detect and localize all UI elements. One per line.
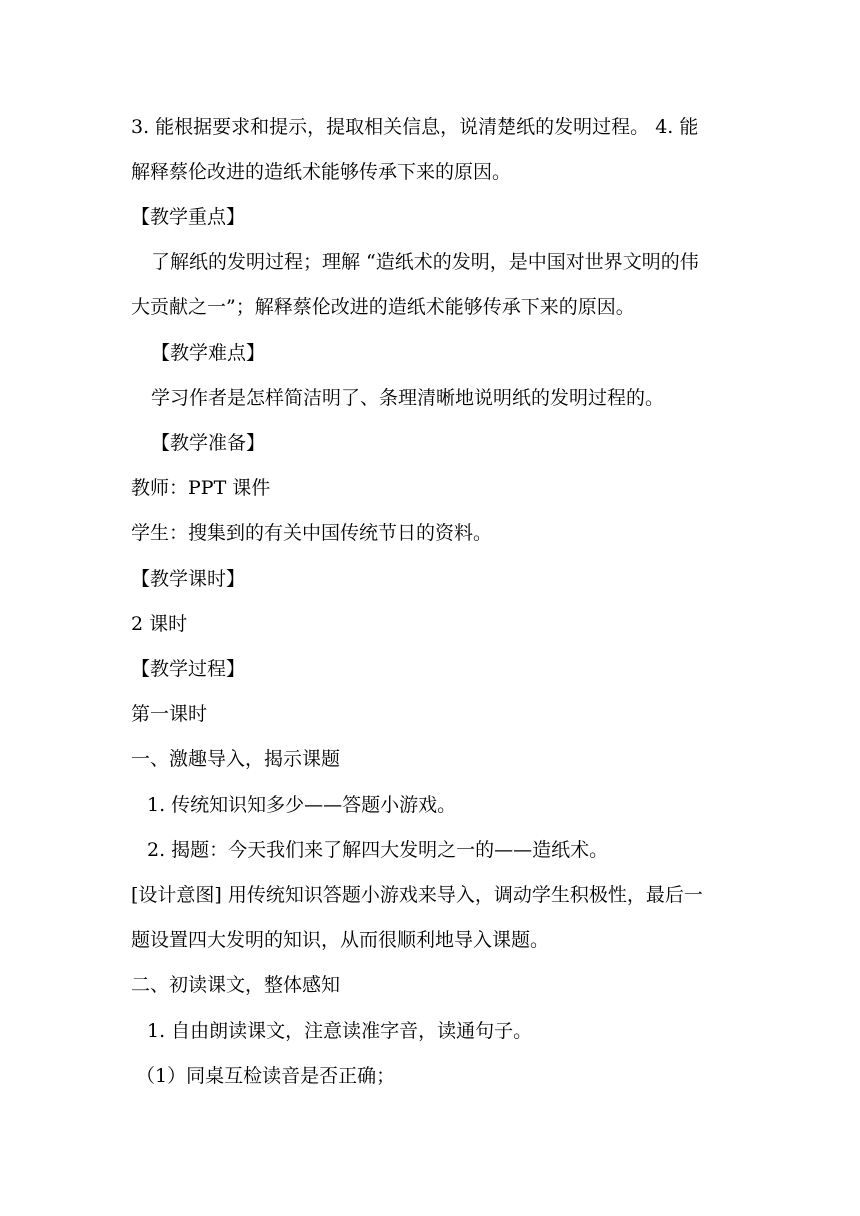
design-intent-line-2: 题设置四大发明的知识，从而很顺利地导入课题。 xyxy=(131,929,550,951)
teaching-focus-line-2: 大贡献之一”；解释蔡伦改进的造纸术能够传承下来的原因。 xyxy=(131,296,635,318)
section-one-item-1: 1. 传统知识知多少——答题小游戏。 xyxy=(147,794,457,816)
lesson-one-title: 第一课时 xyxy=(131,703,208,725)
heading-class-hours: 【教学课时】 xyxy=(131,568,246,590)
teaching-focus-line-1: 了解纸的发明过程；理解 “造纸术的发明，是中国对世界文明的伟 xyxy=(151,251,699,273)
section-two-title: 二、初读课文，整体感知 xyxy=(131,974,341,996)
heading-teaching-process: 【教学过程】 xyxy=(131,658,246,680)
section-one-item-2: 2. 揭题：今天我们来了解四大发明之一的——造纸术。 xyxy=(147,839,609,861)
section-two-item-1: 1. 自由朗读课文，注意读准字音，读通句子。 xyxy=(147,1020,533,1042)
design-intent-line-1: [设计意图] 用传统知识答题小游戏来导入，调动学生积极性，最后一 xyxy=(131,884,703,906)
section-one-title: 一、激趣导入，揭示课题 xyxy=(131,748,341,770)
section-two-subitem-1: （1）同桌互检读音是否正确； xyxy=(136,1065,396,1087)
preparation-teacher: 教师：PPT 课件 xyxy=(131,477,271,499)
heading-teaching-preparation: 【教学准备】 xyxy=(151,432,266,454)
class-hours-value: 2 课时 xyxy=(131,613,188,635)
objective-3-4-line-2: 解释蔡伦改进的造纸术能够传承下来的原因。 xyxy=(131,161,512,183)
teaching-difficulty-text: 学习作者是怎样简洁明了、条理清晰地说明纸的发明过程的。 xyxy=(151,387,665,409)
preparation-student: 学生：搜集到的有关中国传统节日的资料。 xyxy=(131,522,493,544)
heading-teaching-difficulty: 【教学难点】 xyxy=(151,342,266,364)
objective-3-4-line-1: 3. 能根据要求和提示，提取相关信息，说清楚纸的发明过程。 4. 能 xyxy=(131,116,699,138)
heading-teaching-focus: 【教学重点】 xyxy=(131,206,246,228)
